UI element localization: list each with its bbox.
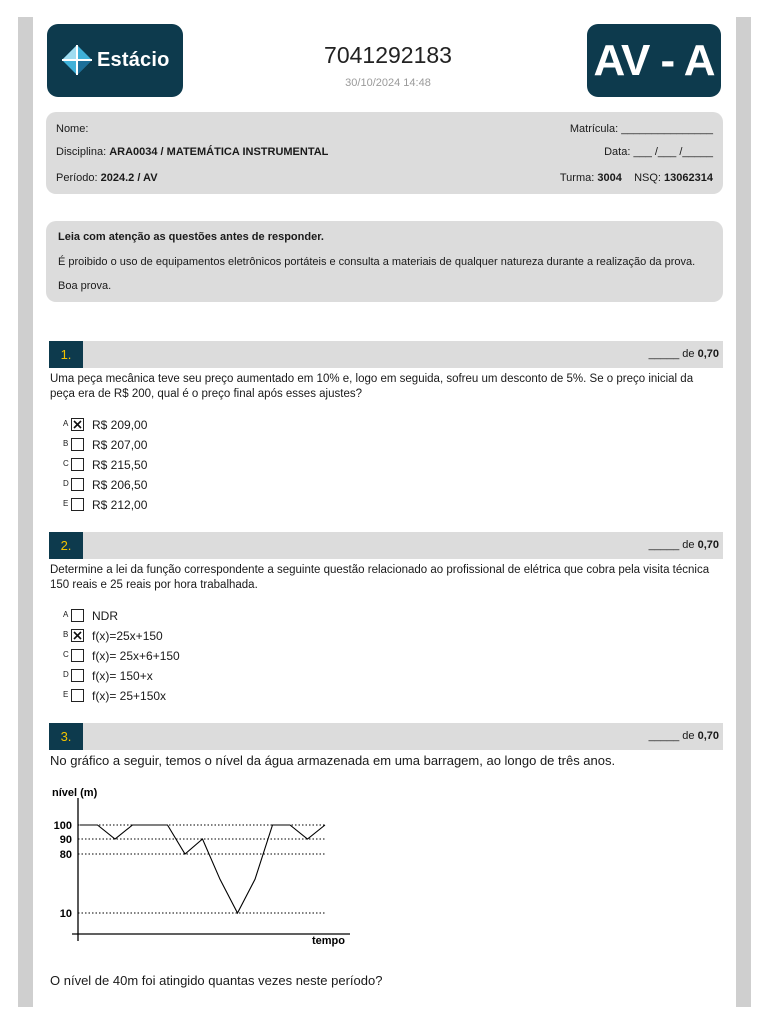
checkbox[interactable] — [71, 649, 84, 662]
question-1-header — [49, 341, 723, 368]
checkbox[interactable] — [71, 438, 84, 451]
class-field: Turma: 3004 NSQ: 13062314 — [559, 172, 713, 184]
instruction-line-2: É proibido o uso de equipamentos eletrônicos portáteis e consulta a materiais de qualquer natureza durante a realização da prova. — [58, 256, 696, 268]
question-1-number: 1. — [49, 341, 83, 368]
question-2-score: _____ de 0,70 — [648, 539, 719, 551]
document-datetime: 30/10/2024 14:48 — [345, 77, 431, 89]
date-field: Data: ___ /___ /_____ — [604, 146, 713, 158]
checkbox-checked[interactable] — [71, 629, 84, 642]
brand-name: Estácio — [97, 49, 170, 71]
question-3-text: No gráfico a seguir, temos o nível da água armazenada em uma barragem, ao longo de três anos. — [50, 753, 616, 768]
x-axis-label: tempo — [312, 935, 345, 947]
question-3-header — [49, 723, 723, 750]
checkbox[interactable] — [71, 498, 84, 511]
checkbox[interactable] — [71, 669, 84, 682]
question-3-prompt: O nível de 40m foi atingido quantas vezes neste período? — [50, 973, 383, 988]
question-3-score: _____ de 0,70 — [648, 730, 719, 742]
document-code: 7041292183 — [324, 42, 452, 68]
exam-type-badge: AV - A — [587, 24, 721, 97]
instruction-line-3: Boa prova. — [58, 280, 112, 292]
question-1-score: _____ de 0,70 — [648, 348, 719, 360]
exam-page: Estácio 7041292183 30/10/2024 14:48 AV - A Nome: Matrícula: _______________ Disciplina: ARA0034 / MATEMÁTICA INSTRUMENTAL Data: ___ /___ /_____ Período: 2024.2 / AV Turma: 3004 NSQ: 13062314 Leia com atenção as questões antes de responder. É proibido o uso de equipamentos eletrônicos portáteis e consulta a materiais de qualquer natureza durante a realização da prova. Boa prova. 1. _____ de 0,70 Uma peça mecânica teve seu preço aumentado em 10% e, logo em seguida, sofreu um desconto de 5%. Se o preço inicial da peça era de R$ 200, qual é o preço final após esses ajustes? A R$ 209,00 B R$ 207,00 C R$ 215,50 D R$ 206,50 E R$ 212,00 2. _____ de 0,70 Determine a lei da função correspondente a seguinte questão relacionado ao profissional de elétrica que cobra pela visita técnica 150 reais e 25 reais por hora trabalhada. A NDR B f(x)=25x+150 C f(x)= 25x+6+150 D f(x)= 150+x E f(x)= 25+150x 3. _____ de 0,70 No gráfico a seguir, temos o nível da água armazenada em uma barragem, ao longo de três anos. nível (m) tempo 100 90 80 10 O nível de 40m foi atingido quantas vezes neste período? — [33, 0, 736, 1024]
instructions-box — [46, 221, 723, 302]
period-field: Período: 2024.2 / AV — [56, 172, 158, 184]
estacio-logo-icon — [61, 44, 93, 76]
left-margin-bar — [18, 17, 33, 1007]
y-tick-label: 80 — [59, 849, 72, 861]
y-axis-label: nível (m) — [52, 787, 98, 799]
checkbox-checked[interactable] — [71, 418, 84, 431]
water-level-chart — [50, 784, 360, 949]
question-3-number: 3. — [49, 723, 83, 750]
instruction-line-1: Leia com atenção as questões antes de responder. — [58, 231, 324, 243]
question-2-header — [49, 532, 723, 559]
y-tick-label: 100 — [53, 820, 72, 832]
student-info-box — [46, 112, 723, 194]
checkbox[interactable] — [71, 458, 84, 471]
y-tick-label: 10 — [59, 908, 72, 920]
discipline-field: Disciplina: ARA0034 / MATEMÁTICA INSTRUMENTAL — [56, 146, 329, 158]
water-level-line — [80, 825, 325, 913]
checkbox[interactable] — [71, 609, 84, 622]
brand-logo — [47, 24, 183, 97]
question-2-text: Determine a lei da função correspondente a seguinte questão relacionado ao profissional de elétrica que cobra pela visita técnica 150 reais e 25 reais por hora trabalhada. — [50, 564, 710, 591]
right-margin-bar — [736, 17, 751, 1007]
checkbox[interactable] — [71, 689, 84, 702]
matricula-field: Matrícula: _______________ — [569, 123, 713, 135]
y-tick-label: 90 — [59, 834, 72, 846]
name-field: Nome: — [56, 123, 89, 135]
question-2-number: 2. — [49, 532, 83, 559]
checkbox[interactable] — [71, 478, 84, 491]
question-1-text: Uma peça mecânica teve seu preço aumentado em 10% e, logo em seguida, sofreu um desconto de 5%. Se o preço inicial da peça era de R$ 200, qual é o preço final após esses ajustes? — [50, 373, 694, 400]
